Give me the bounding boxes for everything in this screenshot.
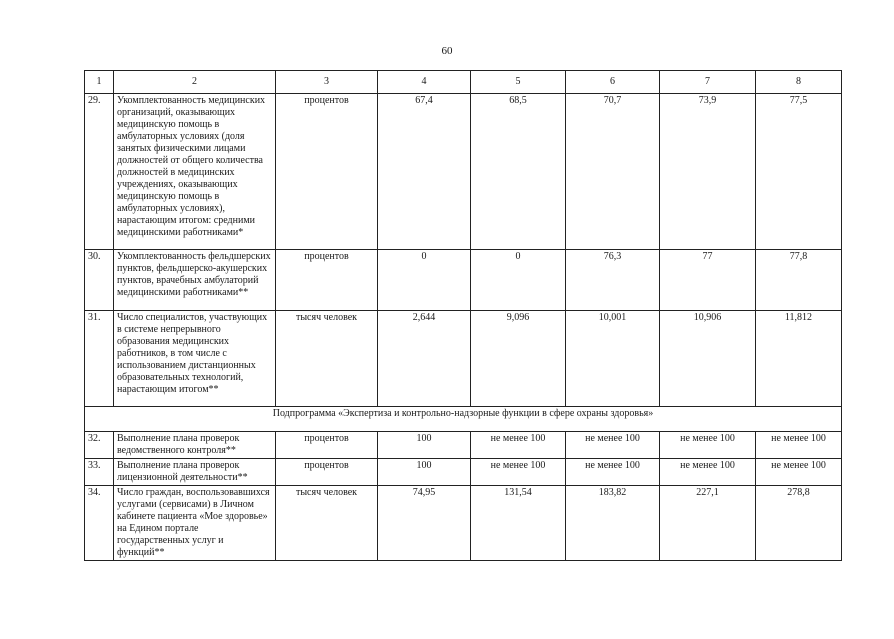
subprogram-row xyxy=(85,407,842,432)
value-cell: 67,4 xyxy=(378,94,471,250)
value-cell: 131,54 xyxy=(471,486,566,561)
indicators-table xyxy=(84,70,842,561)
value-cell: 100 xyxy=(378,432,471,459)
row-number: 29. xyxy=(85,94,114,250)
header-cell: 5 xyxy=(471,71,566,94)
unit-cell: процентов xyxy=(276,250,378,311)
value-cell: 10,001 xyxy=(566,311,660,407)
unit-cell: тысяч человек xyxy=(276,486,378,561)
value-cell: 227,1 xyxy=(660,486,756,561)
value-cell: 2,644 xyxy=(378,311,471,407)
indicator-name: Укомплектованность медицинских организаций, оказывающих медицинскую помощь в амбулаторных условиях (доля занятых физическими лицами должностей от общего количества должностей в медицинских учреждениях, оказывающих медицинскую помощь в амбулаторных условиях), нарастающим итогом: средними медицинскими работниками* xyxy=(114,94,276,250)
value-cell: 76,3 xyxy=(566,250,660,311)
value-cell: 68,5 xyxy=(471,94,566,250)
header-cell: 7 xyxy=(660,71,756,94)
value-cell: 77 xyxy=(660,250,756,311)
value-cell: 10,906 xyxy=(660,311,756,407)
header-cell: 4 xyxy=(378,71,471,94)
table-row xyxy=(85,459,842,486)
row-number: 33. xyxy=(85,459,114,486)
row-number: 32. xyxy=(85,432,114,459)
value-cell: 278,8 xyxy=(756,486,842,561)
unit-cell: процентов xyxy=(276,432,378,459)
unit-cell: процентов xyxy=(276,459,378,486)
value-cell: 0 xyxy=(378,250,471,311)
value-cell: 77,5 xyxy=(756,94,842,250)
value-cell: не менее 100 xyxy=(566,459,660,486)
value-cell: 11,812 xyxy=(756,311,842,407)
value-cell: 77,8 xyxy=(756,250,842,311)
indicator-name: Укомплектованность фельдшерских пунктов, фельдшерско-акушерских пунктов, врачебных амбулаторий медицинскими работниками** xyxy=(114,250,276,311)
indicator-name: Число специалистов, участвующих в системе непрерывного образования медицинских работников, в том числе с использованием дистанционных образовательных технологий, нарастающим итогом** xyxy=(114,311,276,407)
table-row xyxy=(85,311,842,407)
page-number: 60 xyxy=(441,45,453,57)
table-row xyxy=(85,432,842,459)
value-cell: не менее 100 xyxy=(756,432,842,459)
value-cell: 74,95 xyxy=(378,486,471,561)
value-cell: не менее 100 xyxy=(660,432,756,459)
header-cell: 8 xyxy=(756,71,842,94)
value-cell: 9,096 xyxy=(471,311,566,407)
header-cell: 3 xyxy=(276,71,378,94)
unit-cell: тысяч человек xyxy=(276,311,378,407)
header-cell: 1 xyxy=(85,71,114,94)
value-cell: 183,82 xyxy=(566,486,660,561)
table-row xyxy=(85,94,842,250)
value-cell: не менее 100 xyxy=(566,432,660,459)
header-cell: 6 xyxy=(566,71,660,94)
value-cell: 70,7 xyxy=(566,94,660,250)
indicator-name: Число граждан, воспользовавшихся услугами (сервисами) в Личном кабинете пациента «Мое здоровье» на Едином портале государственных услуг и функций** xyxy=(114,486,276,561)
value-cell: 0 xyxy=(471,250,566,311)
indicator-name: Выполнение плана проверок ведомственного контроля** xyxy=(114,432,276,459)
subprogram-title: Подпрограмма «Экспертиза и контрольно-надзорные функции в сфере охраны здоровья» xyxy=(85,407,842,432)
value-cell: не менее 100 xyxy=(660,459,756,486)
indicator-name: Выполнение плана проверок лицензионной деятельности** xyxy=(114,459,276,486)
value-cell: не менее 100 xyxy=(756,459,842,486)
unit-cell: процентов xyxy=(276,94,378,250)
value-cell: не менее 100 xyxy=(471,432,566,459)
table-row xyxy=(85,250,842,311)
value-cell: 73,9 xyxy=(660,94,756,250)
row-number: 30. xyxy=(85,250,114,311)
header-row xyxy=(85,71,842,94)
row-number: 31. xyxy=(85,311,114,407)
header-cell: 2 xyxy=(114,71,276,94)
table-row xyxy=(85,486,842,561)
value-cell: 100 xyxy=(378,459,471,486)
row-number: 34. xyxy=(85,486,114,561)
value-cell: не менее 100 xyxy=(471,459,566,486)
